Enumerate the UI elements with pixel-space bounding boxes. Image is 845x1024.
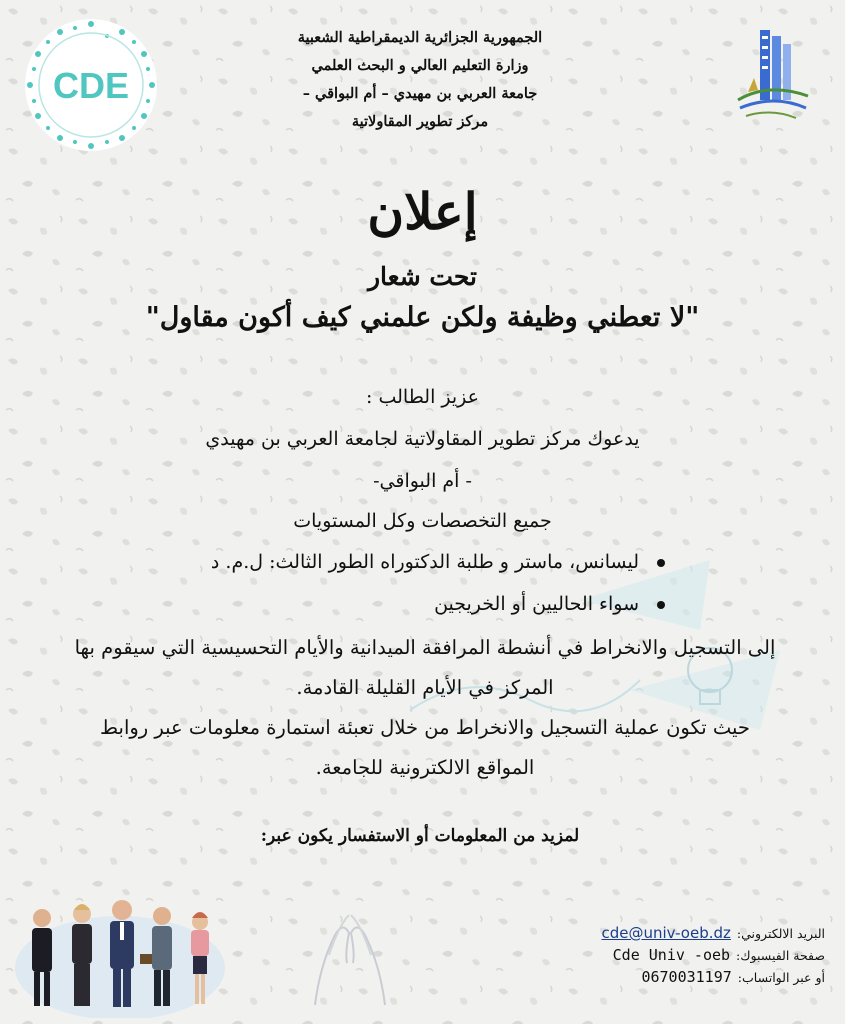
email-label: البريد الالكتروني: (736, 926, 825, 941)
header-republic: الجمهورية الجزائرية الديمقراطية الشعبية (297, 29, 543, 46)
announcement-title: إعلان (367, 182, 478, 241)
cde-logo-text: CDE (52, 65, 130, 106)
list-item: سواء الحاليين أو الخريجين (185, 590, 665, 632)
whatsapp-number[interactable]: 0670031197 (641, 968, 732, 986)
university-logo (718, 22, 818, 130)
invite-line-3: جميع التخصصات وكل المستويات (293, 510, 552, 532)
header-university: جامعة العربي بن مهيدي – أم البواقي – (302, 85, 538, 102)
contact-email-row (500, 924, 825, 946)
business-people-illustration (12, 888, 227, 1018)
whatsapp-label: أو عبر الواتساب: (737, 970, 825, 985)
eligibility-list (185, 548, 665, 632)
email-link[interactable]: cde@univ-oeb.dz (601, 924, 731, 942)
header-block (250, 24, 590, 136)
contact-whatsapp-row (500, 968, 825, 990)
header-center: مركز تطوير المقاولاتية (351, 113, 489, 130)
more-info-heading: لمزيد من المعلومات أو الاستفسار يكون عبر: (260, 826, 580, 846)
greeting: عزيز الطالب : (366, 386, 479, 408)
facebook-page[interactable]: Cde Univ -oeb (612, 946, 731, 964)
contact-facebook-row (500, 946, 825, 968)
list-item: ليسانس، ماستر و طلبة الدكتوراه الطور الثالث: ل.م. د (185, 548, 665, 590)
contact-block (500, 924, 825, 990)
hands-illustration (285, 895, 415, 1015)
slogan-intro: تحت شعار (367, 262, 478, 291)
paragraph-process: حيث تكون عملية التسجيل والانخراط من خلال تعبئة استمارة معلومات عبر روابط المواقع الالكترونية للجامعة. (100, 716, 750, 779)
paragraph-registration: إلى التسجيل والانخراط في أنشطة المرافقة الميدانية والأيام التحسيسية التي سيقوم بها المركز في الأيام القليلة القادمة. (74, 636, 776, 699)
facebook-label: صفحة الفيسبوك: (736, 948, 825, 963)
invite-line-2: - أم البواقي- (373, 470, 472, 492)
slogan: "لا تعطني وظيفة ولكن علمني كيف أكون مقاول" (145, 302, 700, 333)
invite-line-1: يدعوك مركز تطوير المقاولاتية لجامعة العربي بن مهيدي (205, 428, 640, 450)
cde-logo (22, 16, 160, 154)
header-ministry: وزارة التعليم العالي و البحث العلمي (311, 57, 529, 74)
